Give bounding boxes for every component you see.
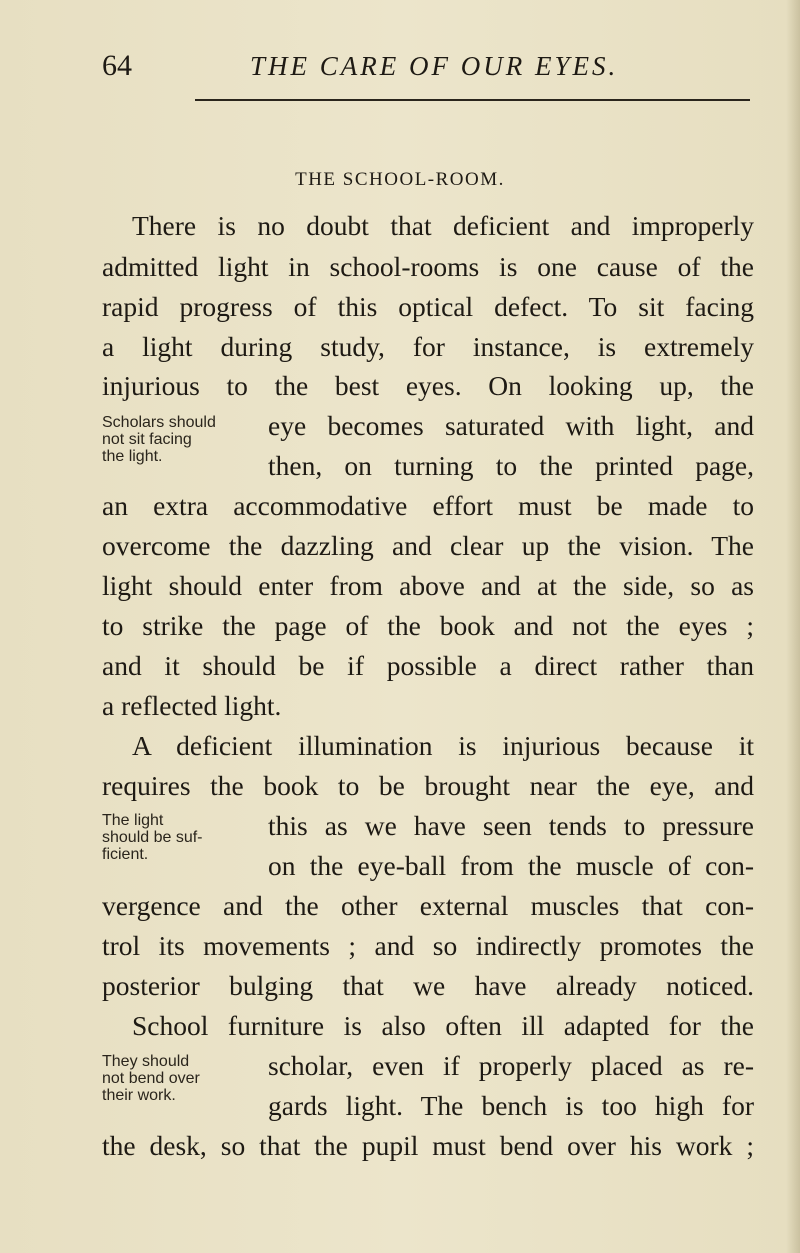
margin-note-line: the light. — [102, 448, 163, 465]
text-line: to strike the page of the book and not the eyes ; — [102, 610, 754, 641]
text-line: then, on turning to the printed page, — [268, 450, 754, 481]
text-line: admitted light in school-rooms is one cause of the — [102, 251, 754, 282]
text-line: eye becomes saturated with light, and — [268, 410, 754, 441]
page-header — [102, 48, 752, 88]
text-line: scholar, even if properly placed as re- — [268, 1050, 754, 1081]
text-line: on the eye-ball from the muscle of con- — [268, 850, 754, 881]
text-line: There is no doubt that deficient and improperly — [132, 210, 754, 241]
margin-note-line: their work. — [102, 1087, 176, 1104]
text-line: overcome the dazzling and clear up the vision. The — [102, 530, 754, 561]
header-rule — [195, 99, 750, 101]
text-line: an extra accommodative effort must be made to — [102, 490, 754, 521]
text-line: injurious to the best eyes. On looking up, the — [102, 370, 754, 401]
text-line: a light during study, for instance, is extremely — [102, 331, 754, 362]
margin-note — [102, 1053, 262, 1104]
text-line: vergence and the other external muscles that con- — [102, 890, 754, 921]
text-line: gards light. The bench is too high for — [268, 1090, 754, 1121]
margin-note-line: not sit facing — [102, 431, 192, 448]
running-head: THE CARE OF OUR EYES. — [250, 51, 619, 81]
page-number: 64 — [102, 49, 132, 82]
text-line: A deficient illumination is injurious because it — [132, 730, 754, 761]
text-line: and it should be if possible a direct rather than — [102, 650, 754, 681]
text-line: posterior bulging that we have already noticed. — [102, 970, 754, 1001]
margin-note-line: ficient. — [102, 846, 149, 863]
text-line: requires the book to be brought near the eye, and — [102, 770, 754, 801]
margin-note-line: should be suf- — [102, 829, 203, 846]
text-line: this as we have seen tends to pressure — [268, 810, 754, 841]
margin-note — [102, 812, 262, 863]
text-line: light should enter from above and at the side, so as — [102, 570, 754, 601]
margin-note — [102, 414, 262, 465]
margin-note-line: not bend over — [102, 1070, 200, 1087]
margin-note-line: The light — [102, 812, 164, 829]
text-line: rapid progress of this optical defect. To sit facing — [102, 291, 754, 322]
text-line: trol its movements ; and so indirectly promotes the — [102, 930, 754, 961]
section-title: THE SCHOOL-ROOM. — [295, 169, 505, 190]
text-line: the desk, so that the pupil must bend over his work ; — [102, 1130, 754, 1161]
text-line: School furniture is also often ill adapted for the — [132, 1010, 754, 1041]
margin-note-line: They should — [102, 1053, 190, 1070]
text-line: a reflected light. — [102, 690, 282, 721]
margin-note-line: Scholars should — [102, 414, 216, 431]
